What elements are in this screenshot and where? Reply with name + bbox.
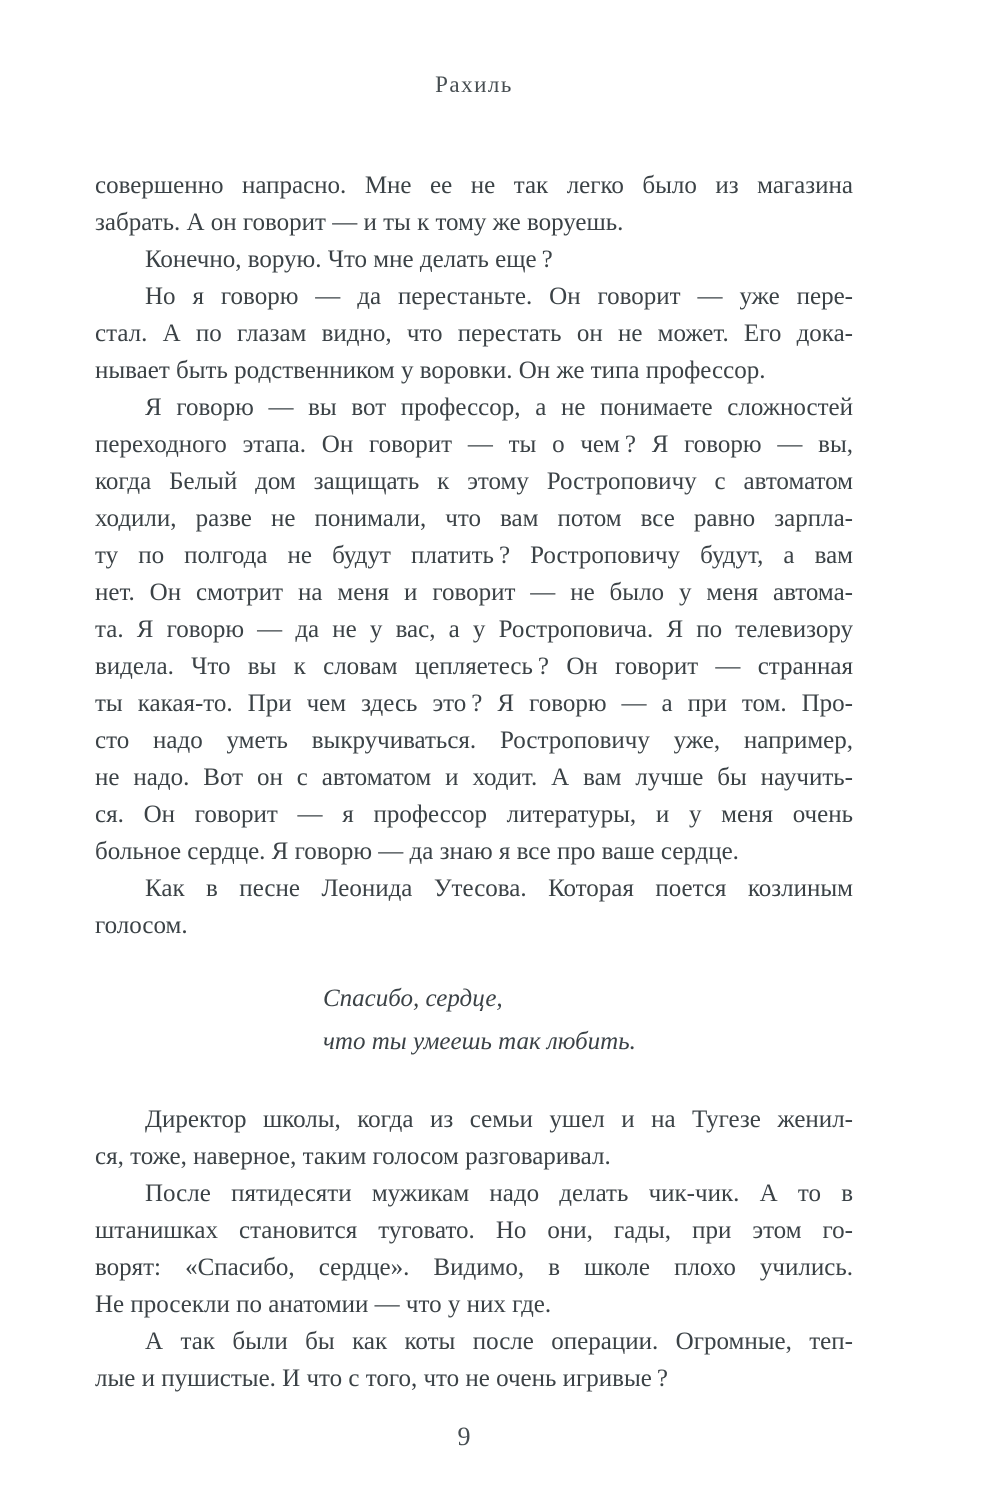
- text-line: забрать. А он говорит — и ты к тому же воруешь.: [95, 209, 624, 236]
- paragraph: [95, 1101, 853, 1175]
- text-line: лые и пушистые. И что с того, что не очень игривые ?: [95, 1365, 668, 1392]
- text-line: ты какая-то. При чем здесь это ? Я говорю — а при том. Про-: [95, 690, 853, 717]
- paragraph: [95, 870, 853, 944]
- text-block: [95, 167, 853, 1397]
- text-line: Как в песне Леонида Утесова. Которая поется козлиным: [145, 875, 853, 902]
- text-line: совершенно напрасно. Мне ее не так легко было из магазина: [95, 172, 853, 199]
- text-line: та. Я говорю — да не у вас, а у Ростроповича. Я по телевизору: [95, 616, 853, 643]
- verse-quote: [95, 977, 853, 1063]
- text-line: Но я говорю — да перестаньте. Он говорит — уже пере-: [145, 283, 853, 310]
- text-line: нет. Он смотрит на меня и говорит — не было у меня автома-: [95, 579, 853, 606]
- text-line: стал. А по глазам видно, что перестать он не может. Его дока-: [95, 320, 853, 347]
- paragraph: [95, 389, 853, 870]
- paragraph: [95, 167, 853, 241]
- running-head: Рахиль: [435, 72, 513, 97]
- text-line: больное сердце. Я говорю — да знаю я все про ваше сердце.: [95, 838, 739, 865]
- paragraph: [95, 241, 853, 278]
- text-line: А так были бы как коты после операции. Огромные, теп-: [145, 1328, 853, 1355]
- page-number: 9: [457, 1422, 471, 1451]
- text-line: не надо. Вот он с автоматом и ходит. А вам лучше бы научить-: [95, 764, 853, 791]
- text-line: Конечно, ворую. Что мне делать еще ?: [145, 246, 553, 273]
- paragraph: [95, 1323, 853, 1397]
- text-line: когда Белый дом защищать к этому Ростроповичу с автоматом: [95, 468, 853, 495]
- text-line: Я говорю — вы вот профессор, а не понимаете сложностей: [145, 394, 853, 421]
- text-line: ся. Он говорит — я профессор литературы, и у меня очень: [95, 801, 853, 828]
- text-line: Не просекли по анатомии — что у них где.: [95, 1291, 552, 1318]
- text-line: ходили, разве не понимали, что вам потом все равно зарпла-: [95, 505, 853, 532]
- text-line: нывает быть родственником у воровки. Он же типа профессор.: [95, 357, 766, 384]
- text-line: видела. Что вы к словам цепляетесь ? Он говорит — странная: [95, 653, 853, 680]
- text-line: сто надо уметь выкручиваться. Ростроповичу уже, например,: [95, 727, 853, 754]
- text-line: ту по полгода не будут платить ? Ростроповичу будут, а вам: [95, 542, 853, 569]
- paragraph: [95, 278, 853, 389]
- text-line: переходного этапа. Он говорит — ты о чем ? Я говорю — вы,: [95, 431, 853, 458]
- text-line: ворят: «Спасибо, сердце». Видимо, в школе плохо учились.: [95, 1254, 853, 1281]
- text-line: После пятидесяти мужикам надо делать чик-чик. А то в: [145, 1180, 853, 1207]
- text-line: ся, тоже, наверное, таким голосом разговаривал.: [95, 1143, 611, 1170]
- text-line: Директор школы, когда из семьи ушел и на Тугезе женил-: [145, 1106, 853, 1133]
- text-line: голосом.: [95, 912, 188, 939]
- paragraph: [95, 1175, 853, 1323]
- text-line: что ты умеешь так любить.: [323, 1028, 636, 1055]
- text-line: штанишках становится туговато. Но они, гады, при этом го-: [95, 1217, 853, 1244]
- text-line: Спасибо, сердце,: [323, 985, 503, 1012]
